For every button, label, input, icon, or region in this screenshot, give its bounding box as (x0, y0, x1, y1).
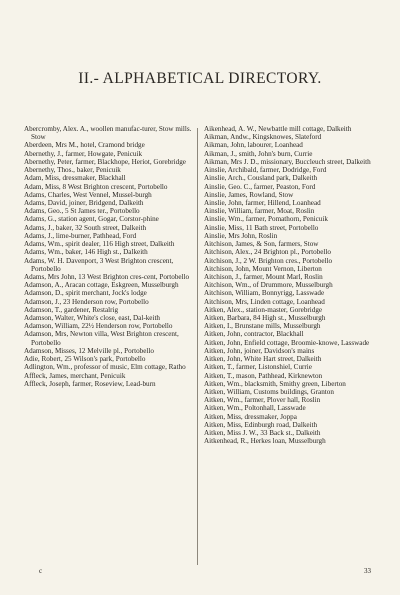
directory-entry: Aitchison, J., 2 W. Brighton cres., Portobello (204, 256, 333, 265)
directory-entry: Adamson, Misses, 12 Melville pl., Portobello (24, 346, 154, 355)
directory-entry: Ainslie, Miss, 11 Bath street, Portobello (204, 223, 319, 232)
directory-entry: Aitchison, Alex., 24 Brighton pl., Portobello (204, 248, 331, 257)
directory-entry: Aikman, Andw., Kingsknowes, Slateford (204, 133, 322, 142)
directory-entry: Aitken, I., Brunstane mills, Musselburgh (204, 322, 321, 331)
directory-entry: Ainslie, Arch., Cousland park, Dalkeith (204, 174, 318, 183)
directory-entry: Aitken, William, Customs buildings, Granton (204, 388, 334, 396)
directory-entry: Adams, Wm., spirit dealer, 116 High street, Dalkeith (24, 240, 175, 249)
directory-entry: Aitchison, William, Bonnyrigg, Lasswade (204, 289, 325, 298)
page-number: 33 (364, 567, 371, 575)
directory-entry: Adams, G., station agent, Gogar, Corstor-phine (24, 215, 159, 224)
column-divider (197, 128, 198, 565)
directory-entry: Aitken, Miss, Edinburgh road, Dalkeith (204, 420, 318, 429)
directory-entry: Aitken, John, Enfield cottage, Broomie-knowe, Lasswade (204, 338, 370, 347)
directory-entry: Adams, J., lime-burner, Pathhead, Ford (24, 231, 137, 240)
directory-entry: Abercromby, Alex. A., woollen manufac-turer, Stow mills. Stow (24, 125, 192, 142)
directory-entry: Affleck, James, merchant, Penicuik (24, 371, 126, 380)
directory-entry: Adam, Miss, dressmaker, Blackhall (24, 174, 126, 183)
directory-entry: Aitken, Barbara, 84 High st., Musselburgh (204, 314, 326, 323)
directory-entry: Aitken, Alex., station-master, Gorebridge (204, 305, 323, 314)
directory-entry: Ainslie, Archibald, farmer, Dodridge, Ford (204, 166, 327, 175)
directory-entry: Adie, Robert, 25 Wilson's park, Portobello (24, 355, 146, 364)
directory-entry: Adamson, William, 22½ Henderson row, Portobello (24, 322, 173, 331)
directory-entry: Adlington, Wm., professor of music, Elm cottage, Ratho (24, 363, 186, 372)
directory-entry: Aitken, Wm., Poltonhall, Lasswade (204, 404, 306, 413)
directory-entry: Ainslie, William, farmer, Moat, Roslin (204, 207, 315, 216)
directory-entry: Aitken, John, White Hart street, Dalkeith (204, 355, 322, 364)
directory-entry: Aitken, Miss J. W., 33 Back st., Dalkeith (204, 429, 321, 438)
directory-entry: Aitchison, James, & Son, farmers, Stow (204, 240, 319, 249)
directory-entry: Ainslie, James, Rowland, Stow (204, 190, 294, 199)
directory-entry: Adams, Mrs John, 13 West Brighton cres-cent, Portobello (24, 272, 190, 281)
directory-entry: Adamson, Mrs, Newton villa, West Brighton crescent, Portobello (24, 330, 179, 347)
right-column (204, 125, 374, 446)
directory-entry: Adams, W. H. Davenport, 3 West Brighton crescent, Portobello (24, 256, 174, 273)
directory-entry: Aikenhead, A. W., Newbattle mill cottage, Dalkeith (204, 125, 352, 133)
directory-entry: Aitken, Miss, dressmaker, Joppa (204, 412, 297, 421)
directory-entry: Aikman, John, labourer, Loanhead (204, 141, 303, 150)
directory-entry: Adamson, A., Aracan cottage, Eskgreen, Musselburgh (24, 281, 179, 290)
directory-entry: Aitchison, J., farmer, Mount Marl, Roslin (204, 272, 323, 281)
signature-mark: c (39, 567, 43, 575)
directory-entry: Adams, Charles, West Vennel, Mussel-burgh (24, 190, 152, 199)
directory-entry: Adams, J., baker, 32 South street, Dalkeith (24, 223, 147, 232)
directory-entry: Aitkenhead, R., Herkes loan, Musselburgh (204, 437, 326, 446)
directory-entry: Aikman, J., smith, John's burn, Currie (204, 149, 313, 158)
directory-entry: Aitchison, Mrs, Linden cottage, Loanhead (204, 297, 325, 306)
directory-entry: Aitken, T., farmer, Listonshiel, Currie (204, 363, 312, 372)
directory-entry: Adams, David, joiner, Bridgend, Dalkeith (24, 198, 144, 207)
directory-entry: Adams, Geo., 5 St James ter., Portobello (24, 207, 140, 216)
directory-entry: Affleck, Joseph, farmer, Roseview, Lead-burn (24, 379, 156, 388)
directory-entry: Adams, Wm., baker, 146 High st., Dalkeith (24, 248, 148, 257)
directory-entry: Aikman, Mrs J. D., missionary, Buccleuch street, Dalkeith (204, 157, 371, 166)
directory-entry: Adamson, Walter, White's close, east, Dal-keith (24, 314, 160, 323)
directory-entry: Ainslie, Wm., farmer, Pomathorn, Penicuik (204, 215, 328, 224)
left-column (24, 125, 196, 388)
directory-entry: Ainslie, John, farmer, Hillend, Loanhead (204, 198, 321, 207)
directory-entry: Adam, Miss, 8 West Brighton crescent, Portobello (24, 182, 168, 191)
directory-entry: Aitken, Wm., farmer, Plover hall, Roslin (204, 396, 321, 405)
directory-entry: Abernethy, J., farmer, Howgate, Penicuik (24, 149, 143, 158)
directory-entry: Aitken, John, joiner, Davidson's mains (204, 346, 315, 355)
directory-entry: Adamson, T., gardener, Restalrig (24, 305, 119, 314)
directory-entry: Aberdeen, Mrs M., hotel, Cramond bridge (24, 141, 145, 150)
page-heading: II.- ALPHABETICAL DIRECTORY. (78, 70, 322, 87)
directory-entry: Ainslie, Mrs John, Roslin (204, 231, 278, 240)
directory-entry: Adamson, D., spirit merchant, Jock's lodge (24, 289, 147, 298)
directory-entry: Abernethy, Thos., baker, Penicuik (24, 166, 121, 175)
directory-entry: Abernethy, Peter, farmer, Blackhope, Heriot, Gorebridge (24, 157, 186, 166)
directory-entry: Aitchison, Wm., of Drummore, Musselburgh (204, 281, 333, 290)
directory-entry: Aitken, T., mason, Pathhead, Kirknewton (204, 371, 323, 380)
directory-entry: Aitchison, John, Mount Vernon, Liberton (204, 264, 322, 273)
directory-entry: Aitken, John, contractor, Blackhall (204, 330, 304, 339)
directory-entry: Aitken, Wm., blacksmith, Smithy green, Liberton (204, 379, 346, 388)
directory-entry: Adamson, J., 23 Henderson row, Portobello (24, 297, 149, 306)
directory-entry: Ainslie, Geo. C., farmer, Peaston, Ford (204, 182, 316, 191)
